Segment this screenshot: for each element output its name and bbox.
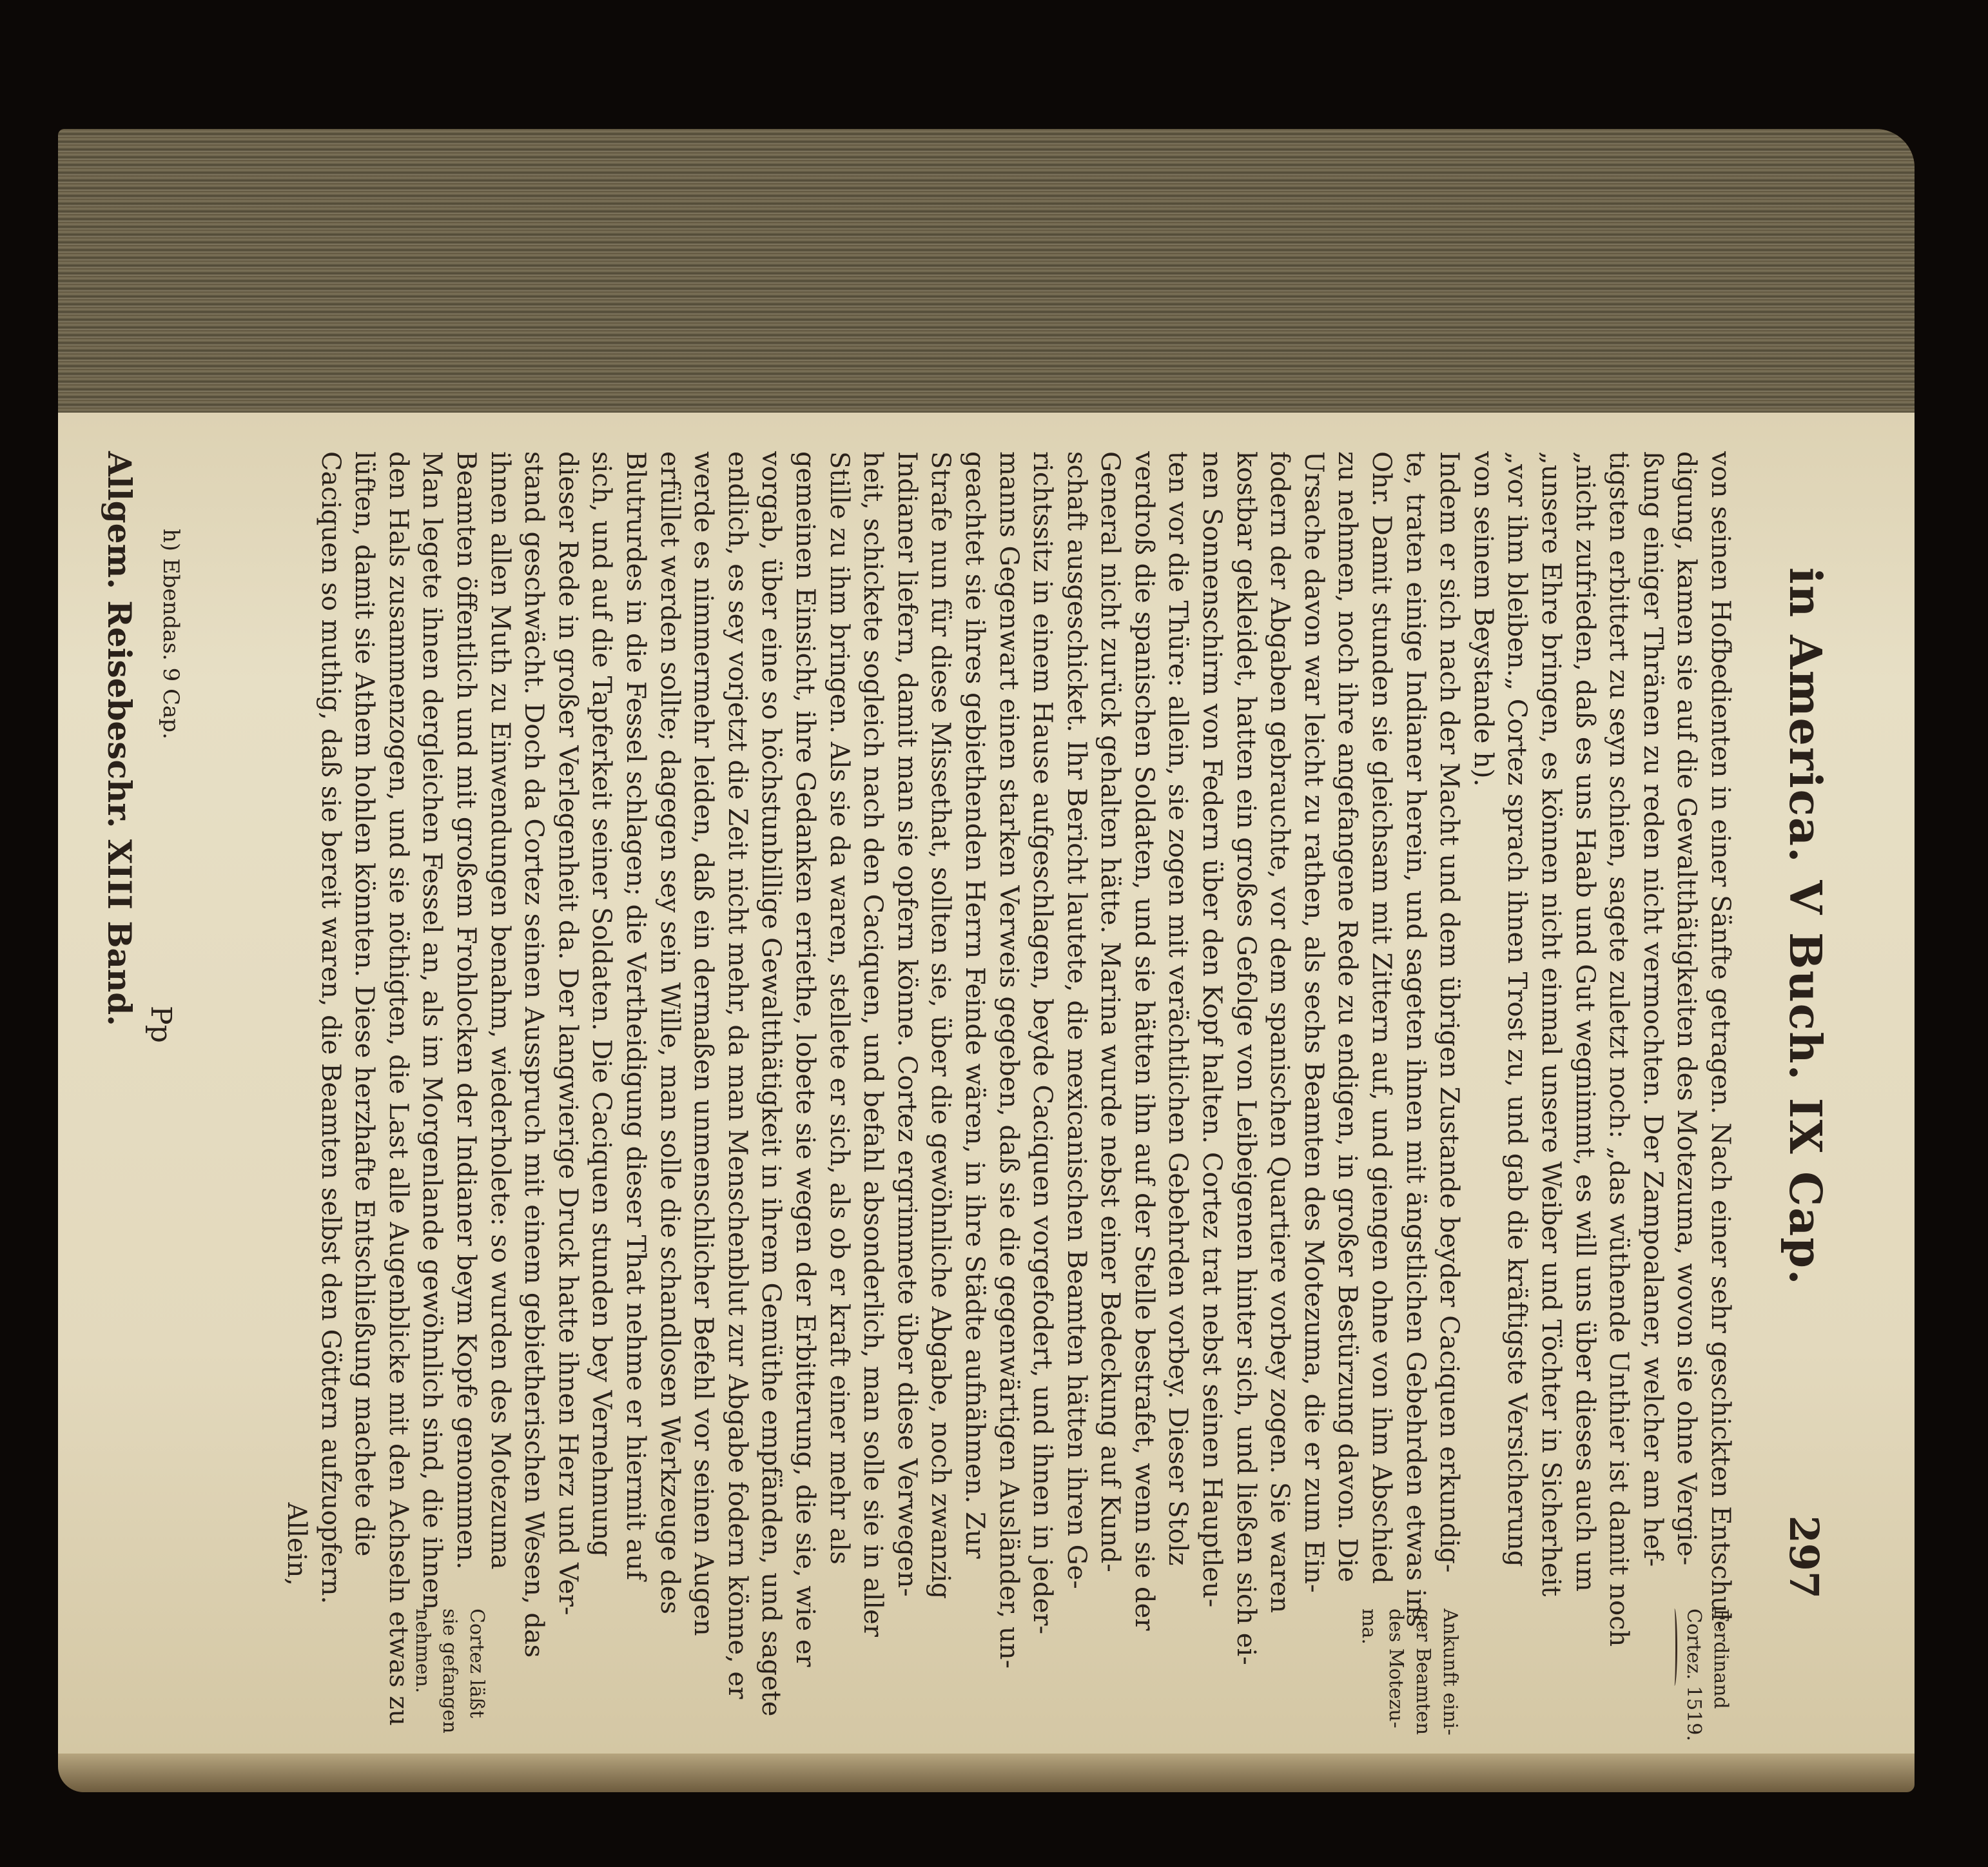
body-line: Ohr. Damit stunden sie gleichsam mit Zittern auf, und giengen ohne von ihm Abschied — [1367, 451, 1397, 1584]
side-note-line: Ferdinand — [1710, 1608, 1732, 1709]
side-note-line: sie gefangen — [438, 1608, 461, 1734]
catchword: Allein, — [282, 1502, 312, 1586]
rotated-text-block — [90, 451, 1856, 1741]
body-line: stand geschwächt. Doch da Cortez seinen Ausspruch mit einem gebietherischen Wesen, das — [519, 451, 549, 1658]
body-line: sich, und auf die Tapferkeit seiner Soldaten. Die Caciquen stunden bey Vernehmung — [587, 451, 617, 1557]
body-line: Man legete ihnen dergleichen Fessel an, als im Morgenlande gewöhnlich sind, die ihnen — [417, 451, 447, 1610]
body-line: „vor ihm bleiben.„ Cortez sprach ihnen Trost zu, und gab die kräftigste Versicherung — [1502, 451, 1532, 1567]
running-head-title: in America. V Buch. IX Cap. — [1779, 567, 1831, 1286]
body-line: zu nehmen, noch ihre angefangene Rede zu endigen, in großer Bestürzung davon. Die — [1332, 451, 1363, 1583]
body-line: von seinen Hofbedienten in einer Sänfte getragen. Nach einer sehr geschickten Entschul- — [1706, 451, 1735, 1630]
side-note-line: Cortez. 1519. — [1682, 1608, 1705, 1741]
body-line: Indem er sich nach der Macht und dem übrigen Zustande beyder Caciquen erkundig- — [1434, 451, 1465, 1573]
body-line: ihnen allen Muth zu Einwendungen benahm, wiederholete: so wurden des Motezuma — [485, 451, 515, 1570]
body-line: Strafe nun für diese Missethat, sollten sie, über die gewöhnliche Abgabe, noch zwanzig — [926, 451, 956, 1599]
body-line: fodern der Abgaben gebrauchte, vor dem spanischen Quartiere vorbey zogen. Sie waren — [1265, 451, 1295, 1614]
signature-mark: Pp — [144, 1006, 177, 1043]
side-note-line: nehmen. — [411, 1608, 434, 1694]
body-line: digung, kamen sie auf die Gewaltthätigkeiten des Motezuma, wovon sie ohne Vergie- — [1671, 451, 1702, 1566]
side-note-line: Ankunft eini- — [1439, 1608, 1461, 1735]
side-note-line: ma. — [1358, 1608, 1380, 1645]
body-line: den Hals zusammenzogen, und sie nöthigten, die Last alle Augenblicke mit den Achseln etwas zu — [383, 451, 413, 1726]
side-note-line: ger Beamten — [1412, 1608, 1434, 1735]
body-line: kostbar gekleidet, hatten ein großes Gefolge von Leibeigenen hinter sich, und ließen sich ei- — [1231, 451, 1261, 1665]
body-line: manns Gegenwart einen starken Verweis gegeben, daß sie die gegenwärtigen Ausländer, un- — [993, 451, 1024, 1669]
body-line: schaft ausgeschicket. Ihr Bericht lautete, die mexicanischen Beamten hätten ihren Ge- — [1061, 451, 1091, 1589]
body-line: Ursache davon war leicht zu rathen, als sechs Beamten des Motezuma, die er zum Ein- — [1298, 451, 1329, 1593]
body-line: ßung einiger Thränen zu reden nicht vermochten. Der Zampoalaner, welcher am hef- — [1637, 451, 1668, 1567]
body-line: werde es nimmermehr leiden, daß ein dermaßen unmenschlicher Befehl vor seinen Augen — [688, 451, 719, 1636]
body-line: heit, schickete sogleich nach den Caciquen, und befahl absonderlich, man solle sie in aller — [858, 451, 888, 1637]
body-line: Caciquen so muthig, daß sie bereit waren, die Beamten selbst den Göttern aufzuopfern. — [315, 451, 346, 1605]
footnote: h) Ebendas. 9 Cap. — [158, 529, 184, 739]
body-line: „nicht zufrieden, daß es uns Haab und Gut wegnimmt, es will uns über dieses auch um — [1570, 451, 1600, 1592]
side-note-cortez-laesst — [409, 1608, 490, 1734]
footer-imprint: Allgem. Reisebeschr. XIII Band. — [101, 451, 139, 1026]
body-line: dieser Rede in großer Verlegenheit da. Der langwierige Druck hatte ihnen Herz und Ver- — [552, 451, 583, 1616]
body-line: lüften, damit sie Athem hohlen könnten. Diese herzhafte Entschließung machete die — [349, 451, 380, 1557]
side-note-ankunft — [1355, 1608, 1463, 1735]
body-line: Stille zu ihm bringen. Als sie da waren, stellete er sich, als ob er kraft einer mehr als — [824, 451, 854, 1565]
side-note-line: Cortez läßt — [465, 1608, 488, 1719]
body-line: von seinem Beystande h). — [1468, 451, 1498, 787]
side-note-line: des Motezu- — [1385, 1608, 1407, 1728]
brace-rule — [1671, 1608, 1677, 1686]
body-line: General nicht zurück gehalten hätte. Marina wurde nebst einer Bedeckung auf Kund- — [1095, 451, 1126, 1572]
page-fore-edge — [58, 129, 1915, 413]
running-head — [1779, 567, 1831, 1599]
body-line: nen Sonnenschirm von Federn über den Kopf halten. Cortez trat nebst seinen Hauptleu- — [1197, 451, 1227, 1608]
body-line: Indianer liefern, damit man sie opfern könne. Cortez ergrimmete über diese Verwegen- — [892, 451, 922, 1597]
body-line: richtssitz in einem Hause aufgeschlagen, beyde Caciquen vorgefodert, und ihnen in jeder- — [1028, 451, 1058, 1635]
body-line: te, traten einige Indianer herein, und sageten ihnen mit ängstlichen Gebehrden etwas ins — [1400, 451, 1430, 1627]
page-number: 297 — [1780, 1515, 1827, 1599]
body-line: erfüllet werden sollte; dagegen sey sein Wille, man solle die schandlosen Werkzeuge des — [654, 451, 685, 1614]
body-line: vorgab, über eine so höchstunbillige Gewaltthätigkeit in ihrem Gemüthe empfänden, und sagete — [756, 451, 786, 1717]
body-line: endlich, es sey vorjetzt die Zeit nicht mehr, da man Menschenblut zur Abgabe fodern könne, er — [722, 451, 752, 1699]
body-line: Blutrurdes in die Fessel schlagen; die Vertheidigung dieser That nehme er hiermit auf — [621, 451, 650, 1581]
body-line: „unsere Ehre bringen, es können nicht einmal unsere Weiber und Töchter in Sicherheit — [1536, 451, 1566, 1597]
body-line: gemeinen Einsicht, ihre Gedanken erriethe, lobete sie wegen der Erbitterung, die sie, wie er — [790, 451, 820, 1667]
body-line: ten vor die Thüre: allein, sie zogen mit verächtlichen Gebehrden vorbey. Dieser Stolz — [1163, 451, 1193, 1566]
body-line: verdroß die spanischen Soldaten, und sie hätten ihn auf der Stelle bestrafet, wenn sie der — [1129, 451, 1159, 1631]
body-line: tigsten erbittert zu seyn schien, sagete zuletzt noch: „das wüthende Unthier ist damit noch — [1604, 451, 1634, 1647]
lower-page-edge — [58, 1754, 1915, 1792]
body-line: geachtet sie ihres gebiethenden Herrn Feinde wären, in ihre Städte aufnähmen. Zur — [959, 451, 989, 1559]
body-line: Beamten öffentlich und mit großem Frohlocken der Indianer beym Kopfe genommen. — [451, 451, 482, 1570]
side-note-ferdinand-cortez — [1671, 1608, 1734, 1741]
